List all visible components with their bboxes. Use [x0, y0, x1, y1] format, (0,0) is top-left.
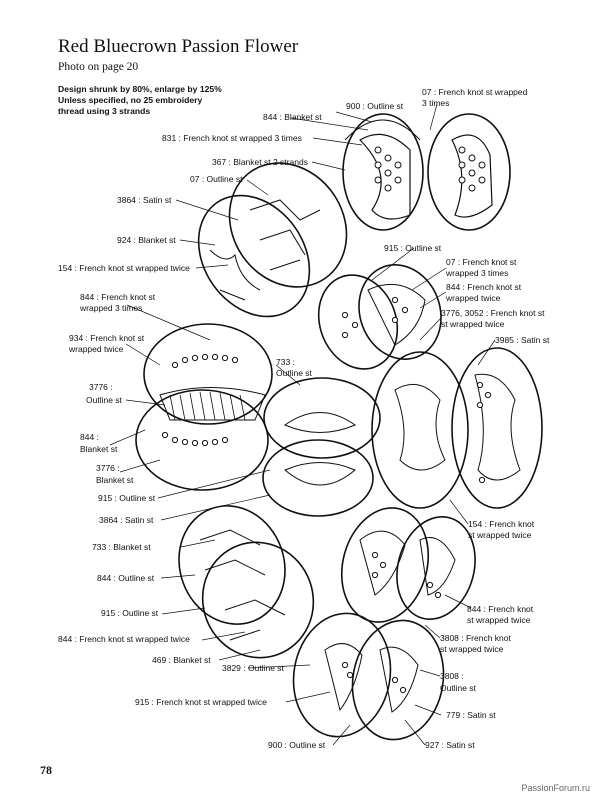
page-subtitle: Photo on page 20 [58, 61, 139, 73]
label-154-french-knot-right: st wrapped twice [468, 530, 532, 540]
label-07-outline: 07 : Outline st [190, 174, 243, 184]
label-07-french-knot-mid: wrapped 3 times [446, 268, 509, 278]
label-07-french-knot-mid: 07 : French knot st [446, 257, 517, 267]
label-844-blanket-left: Blanket st [80, 444, 118, 454]
design-note-line: Design shrunk by 80%, enlarge by 125% [58, 84, 222, 94]
seed-pod-upper-middle [176, 140, 371, 338]
label-844-outline: 844 : Outline st [97, 573, 155, 583]
label-844-french-knot-left: 844 : French knot st [80, 292, 156, 302]
label-3808-outline: Outline st [440, 683, 476, 693]
label-844-french-knot-bottom: 844 : French knot st wrapped twice [58, 634, 190, 644]
page-number: 78 [40, 763, 52, 777]
label-924-blanket: 924 : Blanket st [117, 235, 176, 245]
label-3864-satin-low: 3864 : Satin st [99, 515, 154, 525]
label-934-french-knot: 934 : French knot st [69, 333, 145, 343]
design-note-line: thread using 3 strands [58, 106, 151, 116]
label-779-satin: 779 : Satin st [446, 710, 496, 720]
label-844-french-knot-right: 844 : French knot st [446, 282, 522, 292]
page-title: Red Bluecrown Passion Flower [58, 36, 299, 57]
label-844-french-knot-low: 844 : French knot [467, 604, 534, 614]
label-3808-outline: 3808 : [440, 671, 464, 681]
label-844-french-knot-low: st wrapped twice [467, 615, 531, 625]
label-3829-outline: 3829 : Outline st [222, 663, 284, 673]
label-07-french-knot-top: 3 times [422, 98, 450, 108]
label-154-french-knot-right: 154 : French knot [468, 519, 535, 529]
label-844-blanket-top: 844 : Blanket st [263, 112, 322, 122]
seed-pod-middle-right [306, 253, 454, 380]
label-469-blanket: 469 : Blanket st [152, 655, 211, 665]
seed-pod-left [136, 324, 272, 490]
label-927-satin: 927 : Satin st [425, 740, 475, 750]
label-07-french-knot-top: 07 : French knot st wrapped [422, 87, 528, 97]
label-3776-outline: 3776 : [89, 382, 113, 392]
label-844-french-knot-left: wrapped 3 times [80, 303, 143, 313]
label-154-french-knot-left: 154 : French knot st wrapped twice [58, 263, 190, 273]
watermark: PassionForum.ru [521, 783, 590, 793]
label-844-blanket-left: 844 : [80, 432, 99, 442]
design-note-line: Unless specified, no 25 embroidery [58, 95, 203, 105]
label-915-outline-low: 915 : Outline st [98, 493, 156, 503]
seed-pod-top-right [343, 114, 510, 230]
label-733-blanket: 733 : Blanket st [92, 542, 151, 552]
seed-pod-lower-right [329, 498, 486, 632]
seed-pod-lower-left [163, 491, 330, 673]
label-915-french-knot-bottom: 915 : French knot st wrapped twice [135, 697, 267, 707]
label-733-outline: Outline st [276, 368, 312, 378]
label-831-french-knot: 831 : French knot st wrapped 3 times [162, 133, 302, 143]
seed-pod-center [263, 378, 380, 516]
label-3776-3052-french-knot: st wrapped twice [441, 319, 505, 329]
label-844-french-knot-right: wrapped twice [446, 293, 501, 303]
label-3776-outline: Outline st [86, 395, 122, 405]
label-3776-blanket: 3776 : [96, 463, 120, 473]
label-3808-french-knot: 3808 : French knot [440, 633, 511, 643]
label-900-outline-top: 900 : Outline st [346, 101, 404, 111]
label-900-outline-bottom: 900 : Outline st [268, 740, 326, 750]
label-367-blanket: 367 : Blanket st 2 strands [212, 157, 308, 167]
label-3864-satin-top: 3864 : Satin st [117, 195, 172, 205]
label-3776-blanket: Blanket st [96, 475, 134, 485]
label-934-french-knot: wrapped twice [69, 344, 124, 354]
label-3776-3052-french-knot: 3776, 3052 : French knot st [441, 308, 545, 318]
label-915-outline-mid: 915 : Outline st [384, 243, 442, 253]
label-915-outline-bottom: 915 : Outline st [101, 608, 159, 618]
label-733-outline: 733 : [276, 357, 295, 367]
label-3808-french-knot: st wrapped twice [440, 644, 504, 654]
seed-pod-large-right [372, 348, 542, 508]
label-3985-satin: 3985 : Satin st [495, 335, 550, 345]
